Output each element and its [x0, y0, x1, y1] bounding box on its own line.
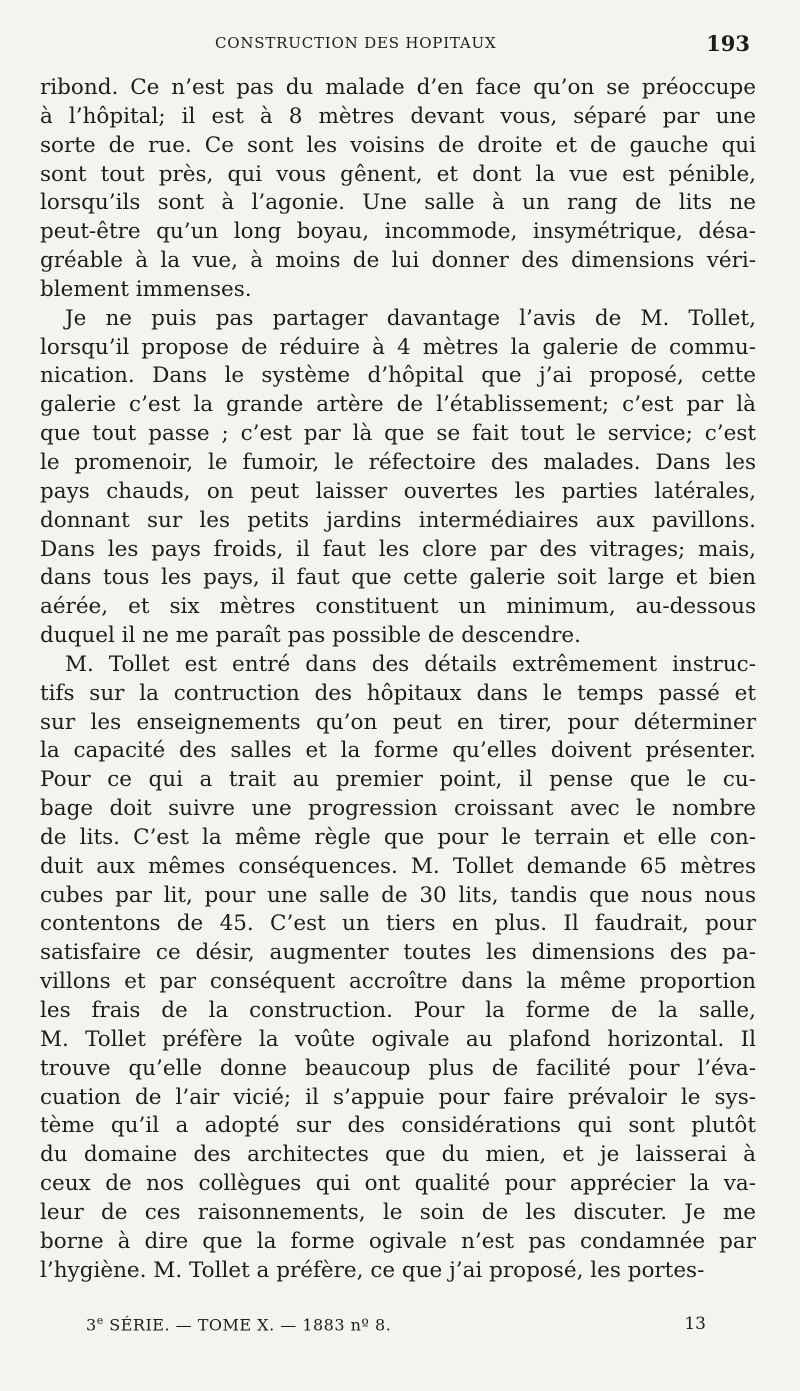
text-line: les frais de la construction. Pour la forme de la salle, — [40, 998, 756, 1023]
text-line: que tout passe ; c’est par là que se fait tout le service; c’est — [40, 421, 756, 447]
text-line: contentons de 45. C’est un tiers en plus. Il faudrait, pour — [40, 911, 756, 937]
text-line: M. Tollet préfère la voûte ogivale au plafond horizontal. Il — [40, 1026, 756, 1052]
text-line: duquel il ne me paraît pas possible de descendre. — [40, 623, 581, 649]
series-number: 3 — [86, 1315, 97, 1335]
page-header — [40, 31, 750, 64]
text-line: sont tout près, qui vous gênent, et dont la vue est pénible, — [40, 161, 756, 187]
footer-series-info — [86, 1314, 391, 1334]
text-line: ribond. Ce n’est pas du malade d’en face qu’on se préoccupe — [40, 75, 756, 100]
series-volume-issue: SÉRIE. — TOME X. — 1883 nº 8. — [103, 1315, 392, 1335]
text-line: à l’hôpital; il est à 8 mètres devant vous, séparé par une — [40, 103, 756, 129]
text-line: lorsqu’ils sont à l’agonie. Une salle à un rang de lits ne — [40, 190, 756, 216]
text-line: dans tous les pays, il faut que cette galerie soit large et bien — [40, 565, 756, 591]
page-number: 193 — [706, 31, 750, 56]
text-line: donnant sur les petits jardins intermédiaires aux pavillons. — [40, 507, 756, 533]
text-line: sorte de rue. Ce sont les voisins de droite et de gauche qui — [40, 132, 756, 158]
text-line: tifs sur la contruction des hôpitaux dans le temps passé et — [40, 680, 756, 706]
text-line: l’hygiène. M. Tollet a préfère, ce que j’ai proposé, les portes- — [40, 1257, 705, 1283]
paragraph — [40, 651, 756, 1286]
text-line: peut-être qu’un long boyau, incommode, insymétrique, désa- — [40, 219, 756, 245]
page-footer — [86, 1314, 706, 1344]
text-line: bage doit suivre une progression croissant avec le nombre — [40, 796, 756, 822]
text-line: satisfaire ce désir, augmenter toutes les dimensions des pa- — [40, 940, 756, 966]
text-line: du domaine des architectes que du mien, et je laisserai à — [40, 1142, 756, 1168]
series-suffix: e — [96, 1314, 104, 1327]
text-line: sur les enseignements qu’on peut en tirer, pour déterminer — [40, 709, 756, 735]
text-line: duit aux mêmes conséquences. M. Tollet demande 65 mètres — [40, 853, 756, 879]
text-line: aérée, et six mètres constituent un minimum, au-dessous — [40, 594, 756, 620]
text-line: de lits. C’est la même règle que pour le terrain et elle con- — [40, 824, 756, 850]
text-line: nication. Dans le système d’hôpital que j’ai proposé, cette — [40, 363, 756, 389]
body-text — [40, 74, 756, 1285]
signature-mark: 13 — [684, 1314, 706, 1334]
text-line: la capacité des salles et la forme qu’elles doivent présenter. — [40, 738, 756, 764]
text-line: Pour ce qui a trait au premier point, il pense que le cu- — [40, 767, 756, 793]
paragraph — [40, 74, 756, 305]
paragraph — [40, 305, 756, 651]
text-line: tème qu’il a adopté sur des considérations qui sont plutôt — [40, 1113, 756, 1139]
text-line: le promenoir, le fumoir, le réfectoire des malades. Dans les — [40, 449, 756, 475]
text-line: villons et par conséquent accroître dans la même proportion — [40, 969, 756, 995]
text-line: leur de ces raisonnements, le soin de les discuter. Je me — [40, 1199, 756, 1225]
text-line: borne à dire que la forme ogivale n’est pas condamnée par — [40, 1228, 756, 1254]
text-line: pays chauds, on peut laisser ouvertes les parties latérales, — [40, 478, 756, 504]
text-line: Je ne puis pas partager davantage l’avis de M. Tollet, — [65, 305, 756, 331]
text-line: ceux de nos collègues qui ont qualité pour apprécier la va- — [40, 1171, 756, 1197]
text-line: gréable à la vue, à moins de lui donner des dimensions véri- — [40, 248, 756, 274]
text-line: cuation de l’air vicié; il s’appuie pour faire prévaloir le sys- — [40, 1084, 756, 1110]
text-line: trouve qu’elle donne beaucoup plus de facilité pour l’éva- — [40, 1055, 756, 1081]
text-line: Dans les pays froids, il faut les clore par des vitrages; mais, — [40, 536, 756, 562]
text-line: cubes par lit, pour une salle de 30 lits, tandis que nous nous — [40, 882, 756, 908]
text-line: blement immenses. — [40, 276, 252, 302]
text-line: lorsqu’il propose de réduire à 4 mètres la galerie de commu- — [40, 334, 756, 360]
running-title: CONSTRUCTION DES HOPITAUX — [215, 34, 497, 52]
text-line: galerie c’est la grande artère de l’établissement; c’est par là — [40, 392, 756, 418]
text-line: M. Tollet est entré dans des détails extrêmement instruc- — [65, 651, 756, 677]
